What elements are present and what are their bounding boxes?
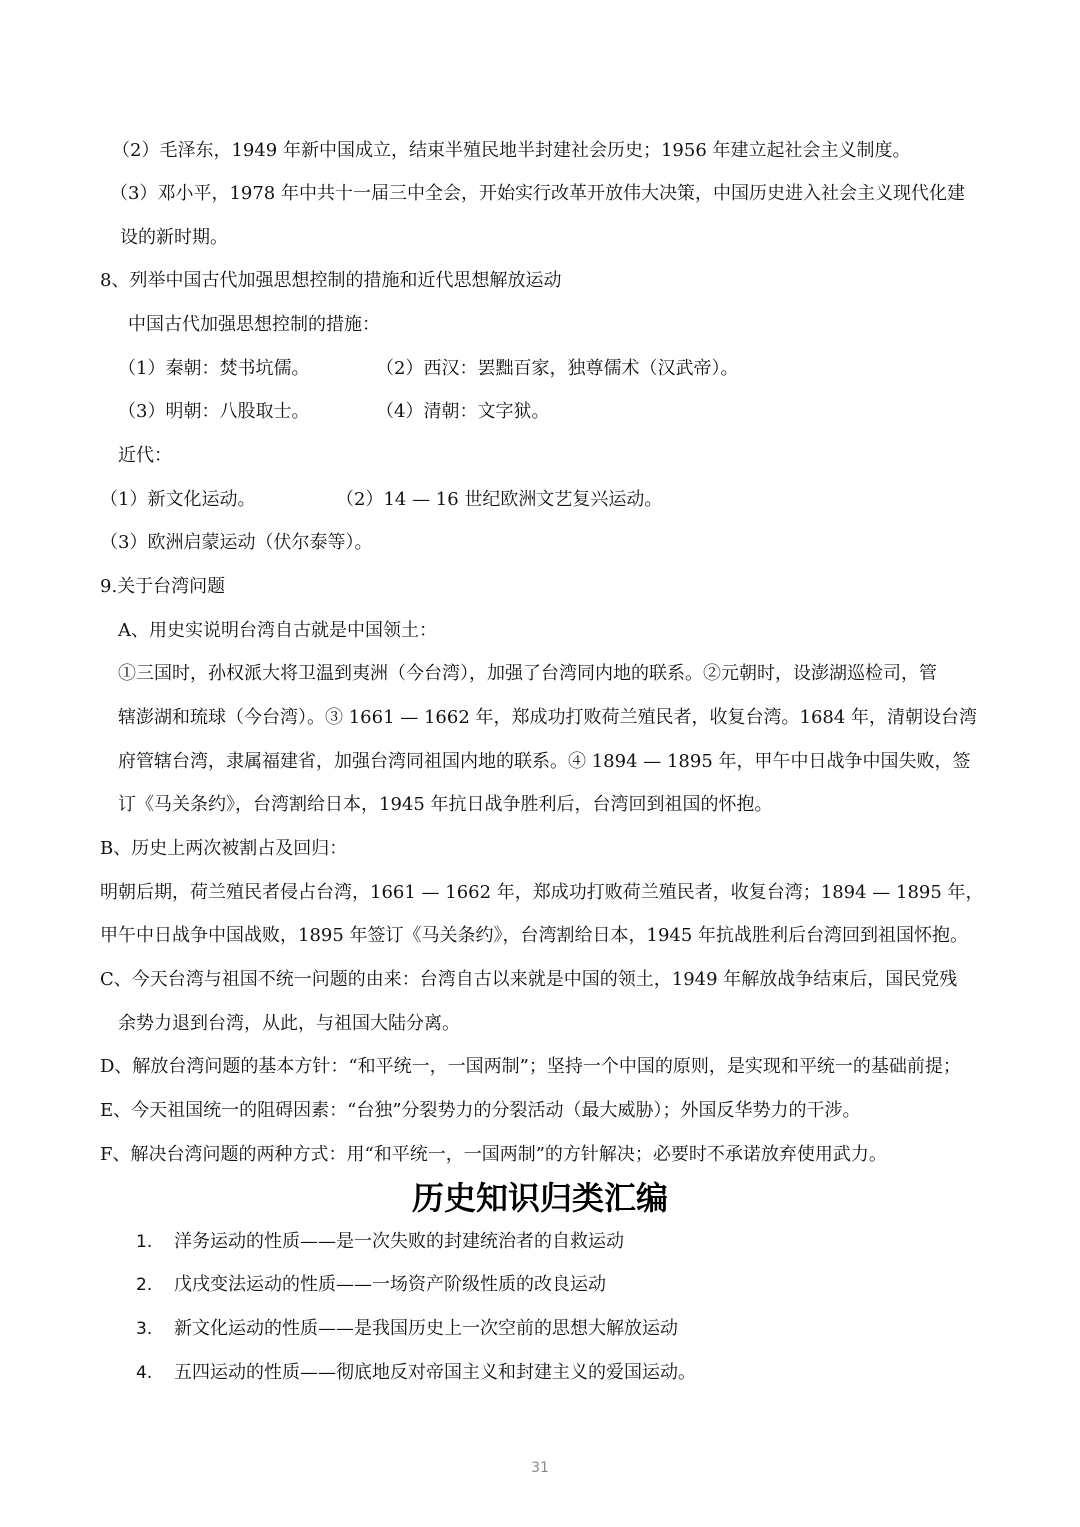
list-number: 4. — [136, 1363, 153, 1383]
section7-paragraph-3-line-2: 设的新时期。 — [120, 227, 228, 248]
list-text: 新文化运动的性质——是我国历史上一次空前的思想大解放运动 — [174, 1318, 678, 1339]
section8-modern-item-2: （2）14 — 16 世纪欧洲文艺复兴运动。 — [336, 489, 663, 510]
list-number: 1. — [136, 1232, 153, 1252]
section9-title: 9.关于台湾问题 — [100, 576, 226, 597]
section7-paragraph-3-line-1: （3）邓小平，1978 年中共十一届三中全会，开始实行改革开放伟大决策，中国历史进入社会主义现代化建 — [110, 183, 965, 204]
section8-ancient-item-4: （4）清朝：文字狱。 — [376, 401, 550, 422]
section9-d-line: D、解放台湾问题的基本方针：“和平统一，一国两制”；坚持一个中国的原则，是实现和平统一的基础前提； — [100, 1056, 961, 1077]
list-number: 2. — [136, 1275, 153, 1295]
section9-a-line-2: 辖澎湖和琉球（今台湾）。③ 1661 — 1662 年，郑成功打败荷兰殖民者，收复台湾。1684 年，清朝设台湾 — [118, 707, 978, 728]
section8-modern-label: 近代： — [118, 445, 172, 466]
section8-ancient-item-2: （2）西汉：罢黜百家，独尊儒术（汉武帝）。 — [376, 358, 739, 379]
section9-f-line: F、解决台湾问题的两种方式：用“和平统一，一国两制”的方针解决；必要时不承诺放弃使用武力。 — [100, 1144, 887, 1165]
list-text: 戊戌变法运动的性质——一场资产阶级性质的改良运动 — [174, 1274, 606, 1295]
section8-ancient-item-1: （1）秦朝：焚书坑儒。 — [118, 358, 310, 379]
list-number: 3. — [136, 1319, 153, 1339]
section8-ancient-label: 中国古代加强思想控制的措施： — [128, 314, 380, 335]
list-text: 五四运动的性质——彻底地反对帝国主义和封建主义的爱国运动。 — [174, 1362, 696, 1383]
section8-modern-item-1: （1）新文化运动。 — [100, 489, 256, 510]
section9-b-title: B、历史上两次被割占及回归： — [100, 838, 348, 859]
section9-a-line-3: 府管辖台湾，隶属福建省，加强台湾同祖国内地的联系。④ 1894 — 1895 年，甲午中日战争中国失败，签 — [118, 751, 971, 772]
section9-a-title: A、用史实说明台湾自古就是中国领土： — [118, 620, 437, 641]
section9-b-line-2: 甲午中日战争中国战败，1895 年签订《马关条约》，台湾割给日本，1945 年抗战胜利后台湾回到祖国怀抱。 — [100, 925, 969, 946]
section8-title: 8、列举中国古代加强思想控制的措施和近代思想解放运动 — [100, 270, 562, 291]
section9-b-line-1: 明朝后期，荷兰殖民者侵占台湾，1661 — 1662 年，郑成功打败荷兰殖民者，收复台湾；1894 — 1895 年， — [100, 882, 984, 903]
section9-a-line-1: ①三国时，孙权派大将卫温到夷洲（今台湾），加强了台湾同内地的联系。②元朝时，设澎湖巡检司，管 — [118, 663, 937, 684]
list-text: 洋务运动的性质——是一次失败的封建统治者的自救运动 — [174, 1231, 624, 1252]
page-number: 31 — [531, 1460, 549, 1476]
section7-paragraph-2: （2）毛泽东，1949 年新中国成立，结束半殖民地半封建社会历史；1956 年建立起社会主义制度。 — [112, 140, 911, 161]
section9-c-line-1: C、今天台湾与祖国不统一问题的由来：台湾自古以来就是中国的领土，1949 年解放战争结束后，国民党残 — [100, 969, 958, 990]
section9-a-line-4: 订《马关条约》，台湾割给日本，1945 年抗日战争胜利后，台湾回到祖国的怀抱。 — [118, 794, 773, 815]
summary-heading: 历史知识归类汇编 — [411, 1179, 668, 1217]
section9-c-line-2: 余势力退到台湾，从此，与祖国大陆分离。 — [118, 1013, 460, 1034]
section8-modern-item-3: （3）欧洲启蒙运动（伏尔泰等）。 — [100, 532, 373, 553]
section8-ancient-item-3: （3）明朝：八股取士。 — [118, 401, 310, 422]
section9-e-line: E、今天祖国统一的阻碍因素：“台独”分裂势力的分裂活动（最大威胁）；外国反华势力的干涉。 — [100, 1100, 861, 1121]
